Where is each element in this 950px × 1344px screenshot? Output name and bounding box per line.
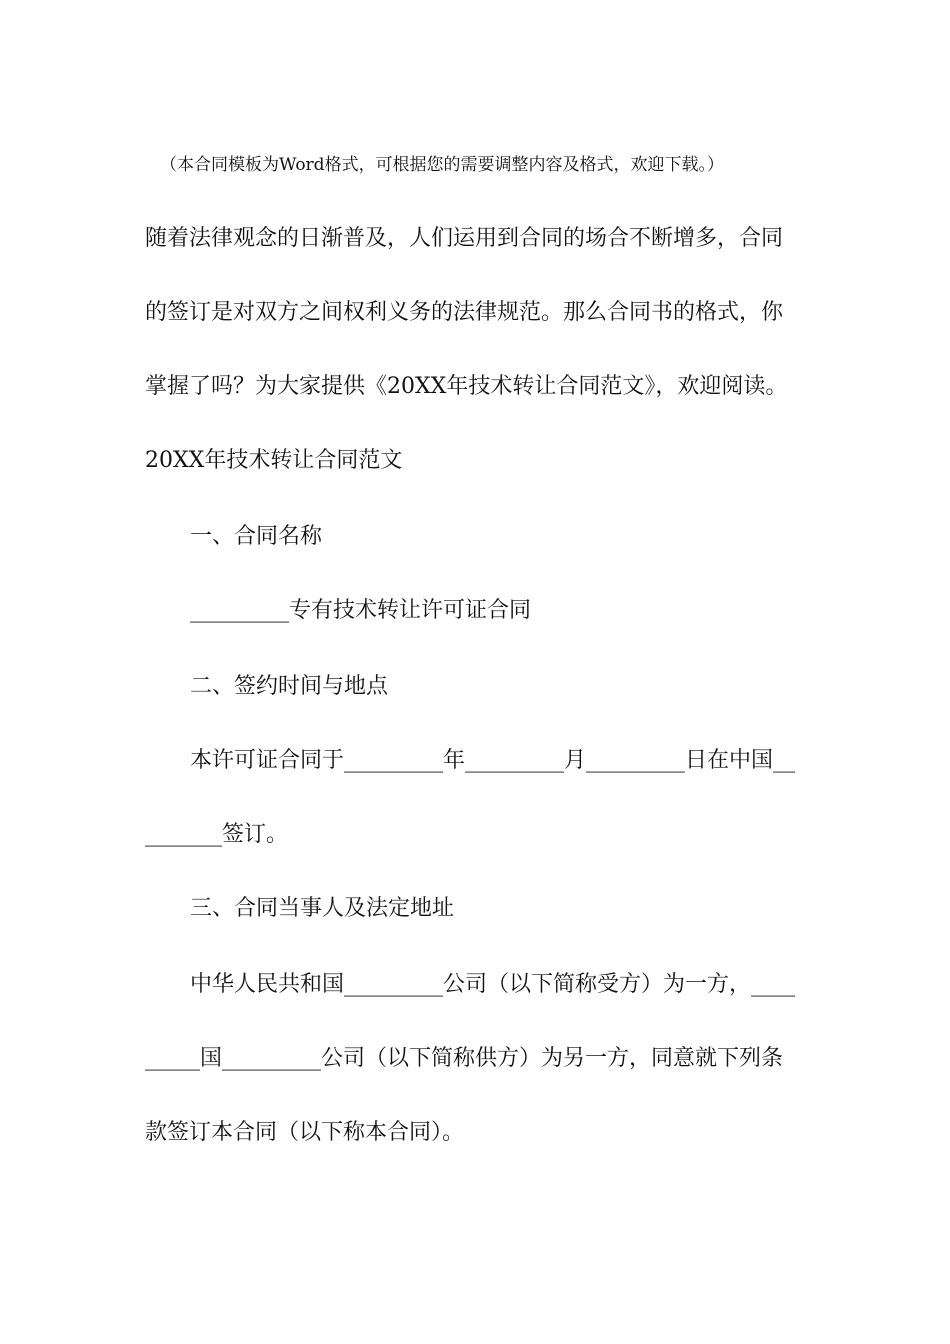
time-place-line-2: _______签订。: [145, 822, 289, 847]
parties-line-2: _____国_________公司（以下简称供方）为另一方，同意就下列条: [145, 1046, 784, 1071]
parties-line-1: 中华人民共和国_________公司（以下简称受方）为一方，____: [190, 972, 796, 997]
contract-name-line: _________专有技术转让许可证合同: [190, 598, 532, 623]
section-heading-parties: 三、合同当事人及法定地址: [190, 896, 455, 921]
time-place-line-1: 本许可证合同于_________年_________月_________日在中国__: [190, 748, 796, 773]
section-heading-contract-name: 一、合同名称: [190, 524, 323, 549]
intro-paragraph-line-2: 的签订是对双方之间权利义务的法律规范。那么合同书的格式，你: [145, 300, 784, 325]
document-title: 20XX年技术转让合同范文: [145, 448, 403, 473]
section-heading-time-place: 二、签约时间与地点: [190, 674, 389, 699]
intro-paragraph-line-1: 随着法律观念的日渐普及，人们运用到合同的场合不断增多，合同: [145, 226, 784, 251]
template-note: （本合同模板为Word格式，可根据您的需要调整内容及格式，欢迎下载。）: [160, 155, 725, 175]
parties-line-3: 款签订本合同（以下称本合同）。: [145, 1120, 465, 1145]
intro-paragraph-line-3: 掌握了吗？为大家提供《20XX年技术转让合同范文》，欢迎阅读。: [145, 374, 788, 399]
